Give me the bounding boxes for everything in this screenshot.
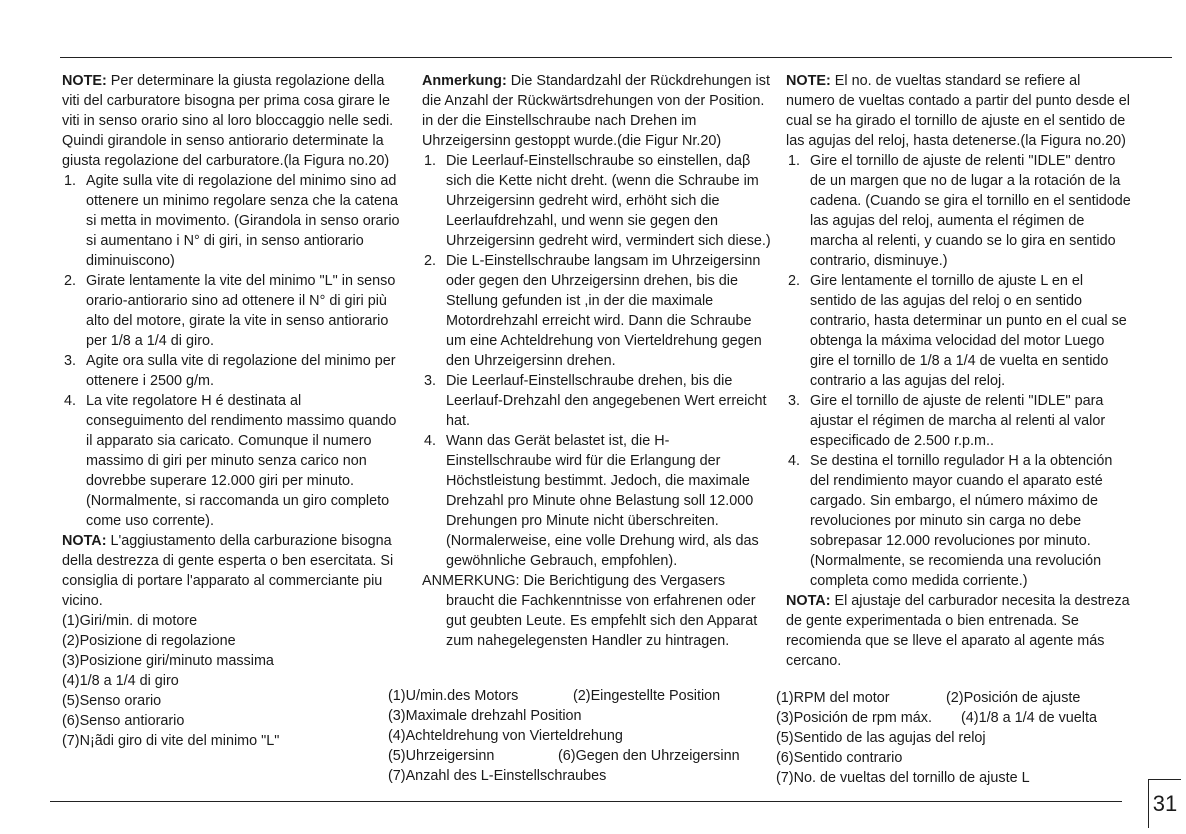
italian-step: 3. Agite ora sulla vite di regolazione del minimo per ottenere i 2500 g/m. <box>64 353 396 389</box>
german-step: 4. Wann das Gerät belastet ist, die H-Einstellschraube wird für die Erlangung der Höchstleistung bestimmt. Jedoch, die maximale Drehzahl pro Minute ohne Belastung soll 12.000 Drehungen pro Minute nicht überschreiten. (Normalerweise, eine volle Drehung wird, als das gewöhnliche Gebrauch, empfohlen). <box>424 433 759 569</box>
italian-step: 4. La vite regolatore H é destinata al conseguimento del rendimento massimo quando il apparato sia caricato. Comunque il numero massimo di giri per minuto senza carico non dovrebbe superare 12.000 giri per minuto.(Normalmente, si raccomanda un giro completo come uso corrente). <box>64 393 397 529</box>
german-legend <box>388 686 778 786</box>
spanish-note-text: El no. de vueltas standard se refiere al numero de vueltas contado a partir del punto desde el cual se ha girado el tornillo de ajuste en el sentido de las agujas del reloj, hasta detenerse.(la Figura no.20) <box>786 73 1131 149</box>
italian-steps <box>62 171 400 531</box>
page-number: 31 <box>1148 779 1181 828</box>
legend-item: (7)No. de vueltas del tornillo de ajuste L <box>776 770 1030 786</box>
german-note-text: Die Standardzahl der Rückdrehungen ist die Anzahl der Rückwärtsdrehungen von der Position. in der die Einstellschraube nach Drehen im Uhrzeigersinn gestoppt wurde.(die Figur Nr.20) <box>422 73 770 149</box>
legend-item: (3)Posición de rpm máx. <box>776 710 932 726</box>
german-step: 3. Die Leerlauf-Einstellschraube drehen, bis die Leerlauf-Drehzahl den angegebenen Wert erreicht hat. <box>424 373 767 429</box>
spanish-step: 2. Gire lentamente el tornillo de ajuste L en el sentido de las agujas del reloj o en sentido contrario, hasta determinar un punto en el cual se obtenga la máxima velocidad del motor Luego gire el tornillo de 1/8 a 1/4 de vuelta en sentido contrario a las agujas del reloj. <box>788 273 1127 389</box>
spanish-steps <box>786 151 1131 591</box>
legend-item: (5)Senso orario <box>62 693 162 709</box>
spanish-step: 1. Gire el tornillo de ajuste de relenti "IDLE" dentro de un margen que no de lugar a la rotación de la cadena. (Cuando se gira el tornillo en el sentidode las agujas del reloj, aumenta el régimen de marcha al relenti, y cuando se lo gira en sentido contrario, disminuye.) <box>788 153 1131 269</box>
german-anmerkung <box>422 571 772 651</box>
spanish-step: 3. Gire el tornillo de ajuste de relenti "IDLE" para ajustar el régimen de marcha al relenti al valor especificado de 2.500 r.p.m.. <box>788 393 1106 449</box>
german-step: 1. Die Leerlauf-Einstellschraube so einstellen, daβ sich die Kette nicht dreht. (wenn die Schraube im Uhrzeigersinn gedreht wird, erhöht sich die Leerlaufdrehzahl, und wenn sie gegen den Uhrzeigersinn gedreht wird, vermindert sich diese.) <box>424 153 771 249</box>
italian-step: 1. Agite sulla vite di regolazione del minimo sino ad ottenere un minimo regolare senza che la catena si metta in movimento. (Girandola in senso orario si aumentano i N° di giri, in senso antiorario diminuiscono) <box>64 173 400 269</box>
legend-item: (3)Posizione giri/minuto massima <box>62 653 274 669</box>
german-step: 2. Die L-Einstellschraube langsam im Uhrzeigersinn oder gegen den Uhrzeigersinn drehen, bis die Stellung gefunden ist ,in der die maximale Motordrehzahl erreicht wird. Dann die Schraube um eine Achteldrehung von Vierteldrehung gegen den Uhrzeigersinn drehen. <box>424 253 762 369</box>
legend-item: (6)Senso antiorario <box>62 713 185 729</box>
italian-nota <box>62 531 400 611</box>
legend-item: (2)Posición de ajuste <box>946 690 1081 706</box>
top-rule <box>60 57 1172 58</box>
spanish-note-label: NOTE: <box>786 73 831 89</box>
german-note <box>422 71 772 151</box>
german-anmerkung-text: Die Berichtigung des Vergasers braucht die Fachkenntnisse von erfahrenen oder gut geubten Leute. Es empfehlt sich den Apparat zum nahegelegensten Handler zu hintragen. <box>446 573 758 649</box>
italian-note <box>62 71 400 171</box>
legend-item: (7)N¡ãdi giro di vite del minimo "L" <box>62 733 280 749</box>
italian-note-label: NOTE: <box>62 73 107 89</box>
german-steps <box>422 151 772 571</box>
legend-item: (1)U/min.des Motors <box>388 688 519 704</box>
legend-item: (6)Gegen den Uhrzeigersinn <box>558 748 740 764</box>
spanish-nota <box>786 591 1131 671</box>
legend-item: (5)Sentido de las agujas del reloj <box>776 730 986 746</box>
legend-item: (2)Eingestellte Position <box>573 688 721 704</box>
legend-item: (1)RPM del motor <box>776 690 890 706</box>
italian-note-text: Per determinare la giusta regolazione della viti del carburatore bisogna per prima cosa girare le viti in senso orario sino al loro bloccaggio nelle sedi. Quindi girandole in senso antiorario determinate la giusta regolazione del carburatore.(la Figura no.20) <box>62 73 394 169</box>
italian-legend <box>62 611 400 751</box>
italian-column <box>62 71 400 751</box>
spanish-nota-label: NOTA: <box>786 593 831 609</box>
legend-item: (4)Achteldrehung von Vierteldrehung <box>388 728 623 744</box>
spanish-step: 4. Se destina el tornillo regulador H a la obtención del rendimiento mayor cuando el aparato esté cargado. Sin embargo, el número máximo de revoluciones por minuto sin carga no debe sobrepasar 12.000 revoluciones por minuto. (Normalmente, se recomienda una revolución completa como medida corriente.) <box>788 453 1113 589</box>
german-anmerkung-label: ANMERKUNG: <box>422 573 520 589</box>
legend-item: (2)Posizione di regolazione <box>62 633 236 649</box>
italian-nota-label: NOTA: <box>62 533 107 549</box>
legend-item: (5)Uhrzeigersinn <box>388 748 495 764</box>
italian-nota-text: L'aggiustamento della carburazione bisogna della destrezza di gente esperta o ben esercitata. Si consiglia di portare l'apparato al commerciante piu vicino. <box>62 533 394 609</box>
italian-step: 2. Girate lentamente la vite del minimo "L" in senso orario-antiorario sino ad ottenere il N° di giri più alto del motore, girate la vite in senso antiorario per 1/8 a 1/4 di giro. <box>64 273 396 349</box>
spanish-nota-text: El ajustaje del carburador necesita la destreza de gente experimentada o bien entrenada. Se recomienda que se lleve el aparato al agente más cercano. <box>786 593 1130 669</box>
legend-item: (4)1/8 a 1/4 de vuelta <box>961 710 1098 726</box>
legend-item: (6)Sentido contrario <box>776 750 903 766</box>
legend-item: (4)1/8 a 1/4 di giro <box>62 673 179 689</box>
german-note-label: Anmerkung: <box>422 73 507 89</box>
legend-item: (7)Anzahl des L-Einstellschraubes <box>388 768 607 784</box>
spanish-column <box>776 71 1131 786</box>
legend-item: (3)Maximale drehzahl Position <box>388 708 582 724</box>
spanish-note <box>786 71 1131 151</box>
bottom-rule <box>50 801 1122 802</box>
german-column <box>388 71 772 784</box>
spanish-legend <box>776 688 1126 788</box>
legend-item: (1)Giri/min. di motore <box>62 613 198 629</box>
